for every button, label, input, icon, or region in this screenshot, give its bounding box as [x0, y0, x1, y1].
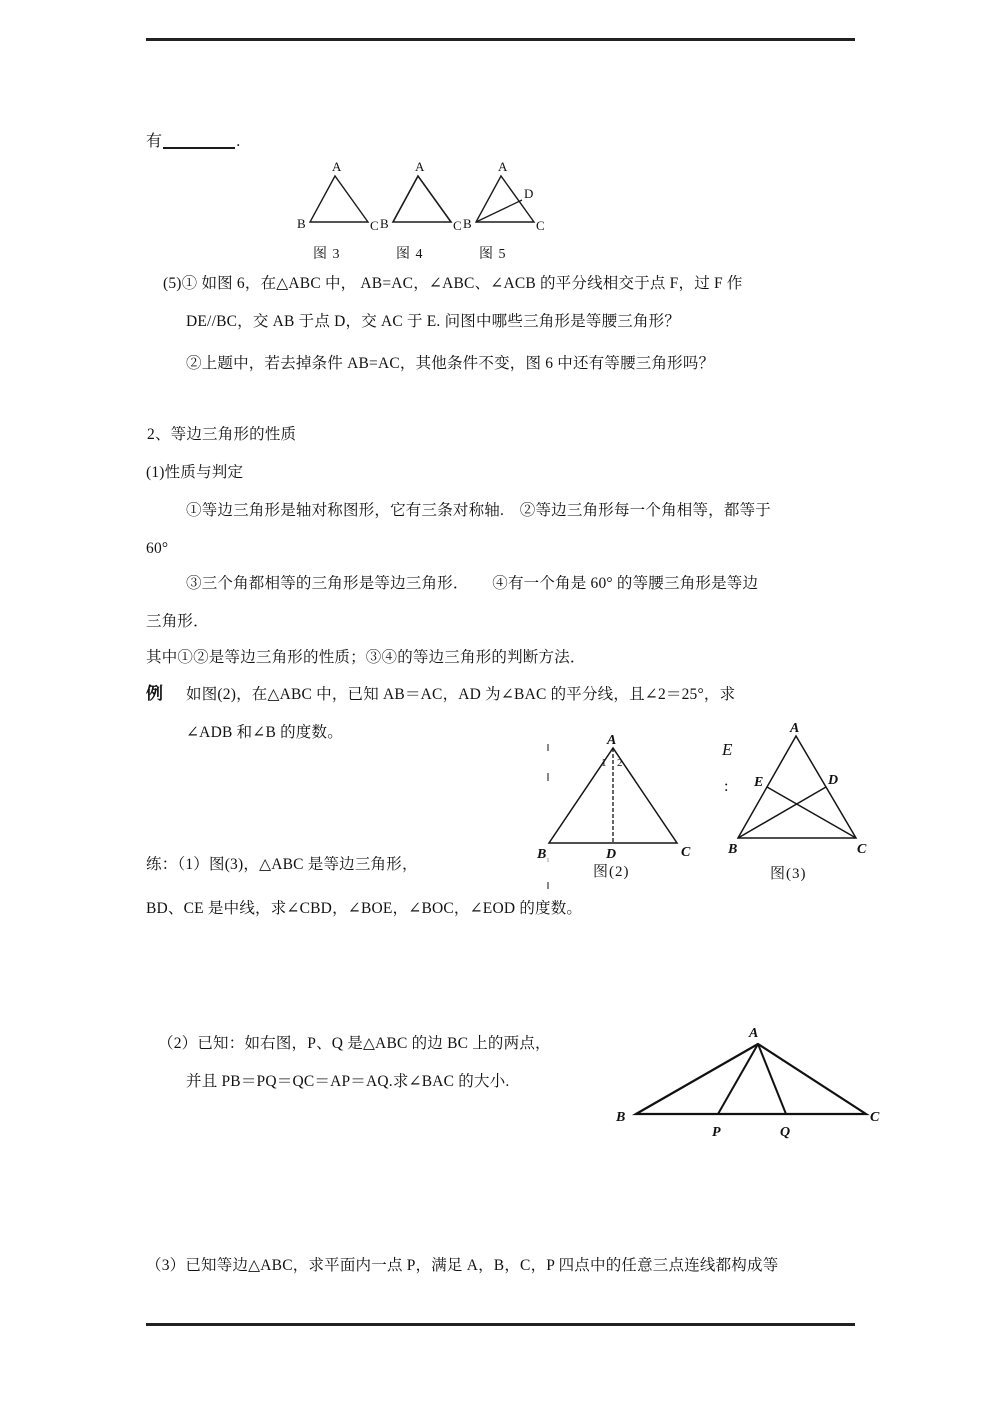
fill-in-blank-line — [146, 130, 240, 155]
example-line-2: ∠ADB 和∠B 的度数。 — [186, 724, 343, 741]
scan-artifact — [547, 858, 549, 862]
example-line-1: 如图(2)，在△ABC 中，已知 AB＝AC，AD 为∠BAC 的平分线，且∠2＝25°，求 — [186, 686, 736, 703]
practice-2-line-1: （2）已知：如右图，P、Q 是△ABC 的边 BC 上的两点， — [158, 1035, 551, 1052]
figure-2-caption: 图(2) — [593, 864, 630, 880]
item5-line2: DE//BC，交 AB 于点 D，交 AC 于 E. 问图中哪些三角形是等腰三角形？ — [186, 313, 681, 330]
scan-artifact — [547, 773, 549, 781]
fig3b-stray-mark-colon: : — [724, 778, 729, 795]
scan-artifact — [547, 744, 549, 751]
property-line-3: ③三个角都相等的三角形是等边三角形． ④有一个角是 60° 的等腰三角形是等边 — [186, 575, 759, 592]
fig4-label-A: A — [415, 159, 425, 174]
property-line-5: 其中①②是等边三角形的性质；③④的等边三角形的判断方法． — [146, 649, 586, 666]
figure-3-caption: 图 3 — [313, 247, 341, 262]
scan-artifact — [547, 882, 549, 889]
fig3b-label-E: E — [754, 775, 764, 790]
fig4-label-B: B — [380, 216, 389, 231]
footer-rule — [146, 1323, 855, 1326]
figure-3 — [296, 160, 388, 238]
blank-prefix-text: 有 — [146, 133, 163, 150]
fig3-label-C: C — [370, 218, 379, 233]
figpq-label-A: A — [749, 1026, 759, 1041]
item5-line3: ②上题中，若去掉条件 AB=AC，其他条件不变，图 6 中还有等腰三角形吗？ — [186, 355, 715, 372]
section2-subheading: (1)性质与判定 — [146, 464, 244, 481]
figpq-label-B: B — [616, 1110, 626, 1125]
fig2-label-A: A — [607, 733, 617, 748]
fig3b-label-B: B — [728, 842, 738, 857]
practice-3-line-1: （3）已知等边△ABC，求平面内一点 P，满足 A，B，C，P 四点中的任意三点连线都构成等 — [146, 1257, 779, 1274]
fig5-label-C: C — [536, 218, 545, 233]
fig2-label-B: B — [537, 847, 547, 862]
fig2-angle-label-1: 1 — [601, 757, 607, 769]
fig2-label-C: C — [681, 845, 691, 860]
fig2-angle-label-2: 2 — [617, 757, 623, 769]
fig3b-label-A: A — [790, 721, 800, 736]
fig3b-label-C: C — [857, 842, 867, 857]
fig2-label-D: D — [606, 847, 617, 862]
item5-line1: (5)① 如图 6，在△ABC 中， AB=AC，∠ABC、∠ACB 的平分线相交于点 F，过 F 作 — [163, 275, 743, 292]
fig5-label-B: B — [463, 216, 472, 231]
fig4-label-C: C — [453, 218, 462, 233]
fig3b-stray-mark-E: E — [722, 740, 733, 759]
fig3-label-A: A — [332, 159, 342, 174]
section2-heading: 2、等边三角形的性质 — [147, 426, 297, 443]
figpq-label-Q: Q — [780, 1125, 791, 1140]
practice-1-line-1: 练：（1）图(3)，△ABC 是等边三角形， — [146, 856, 418, 873]
figpq-label-C: C — [870, 1110, 880, 1125]
fig3-label-B: B — [297, 216, 306, 231]
fig5-label-D: D — [524, 186, 534, 201]
figure-5 — [462, 160, 562, 238]
figure-3b-diagram — [728, 718, 878, 858]
figure-3b-caption: 图(3) — [770, 866, 807, 882]
practice-2-line-2: 并且 PB＝PQ＝QC＝AP＝AQ.求∠BAC 的大小. — [186, 1073, 510, 1090]
fig3b-label-D: D — [828, 773, 839, 788]
property-line-4: 三角形． — [146, 613, 209, 630]
answer-blank — [163, 147, 235, 149]
figure-5-caption: 图 5 — [479, 247, 507, 262]
figure-4-caption: 图 4 — [396, 247, 424, 262]
example-marker: 例 — [146, 684, 164, 703]
property-line-1: ①等边三角形是轴对称图形，它有三条对称轴. ②等边三角形每一个角相等，都等于 — [186, 502, 771, 519]
figure-4 — [379, 160, 471, 238]
header-rule — [146, 38, 855, 41]
practice-1-line-2: BD、CE 是中线，求∠CBD，∠BOE，∠BOC，∠EOD 的度数。 — [146, 900, 583, 917]
figure-2-diagram — [535, 730, 695, 865]
figure-pq-diagram — [614, 1022, 884, 1140]
figpq-label-P: P — [712, 1125, 721, 1140]
blank-suffix-text: . — [236, 133, 241, 150]
property-line-2: 60° — [146, 540, 169, 557]
fig5-label-A: A — [498, 159, 508, 174]
